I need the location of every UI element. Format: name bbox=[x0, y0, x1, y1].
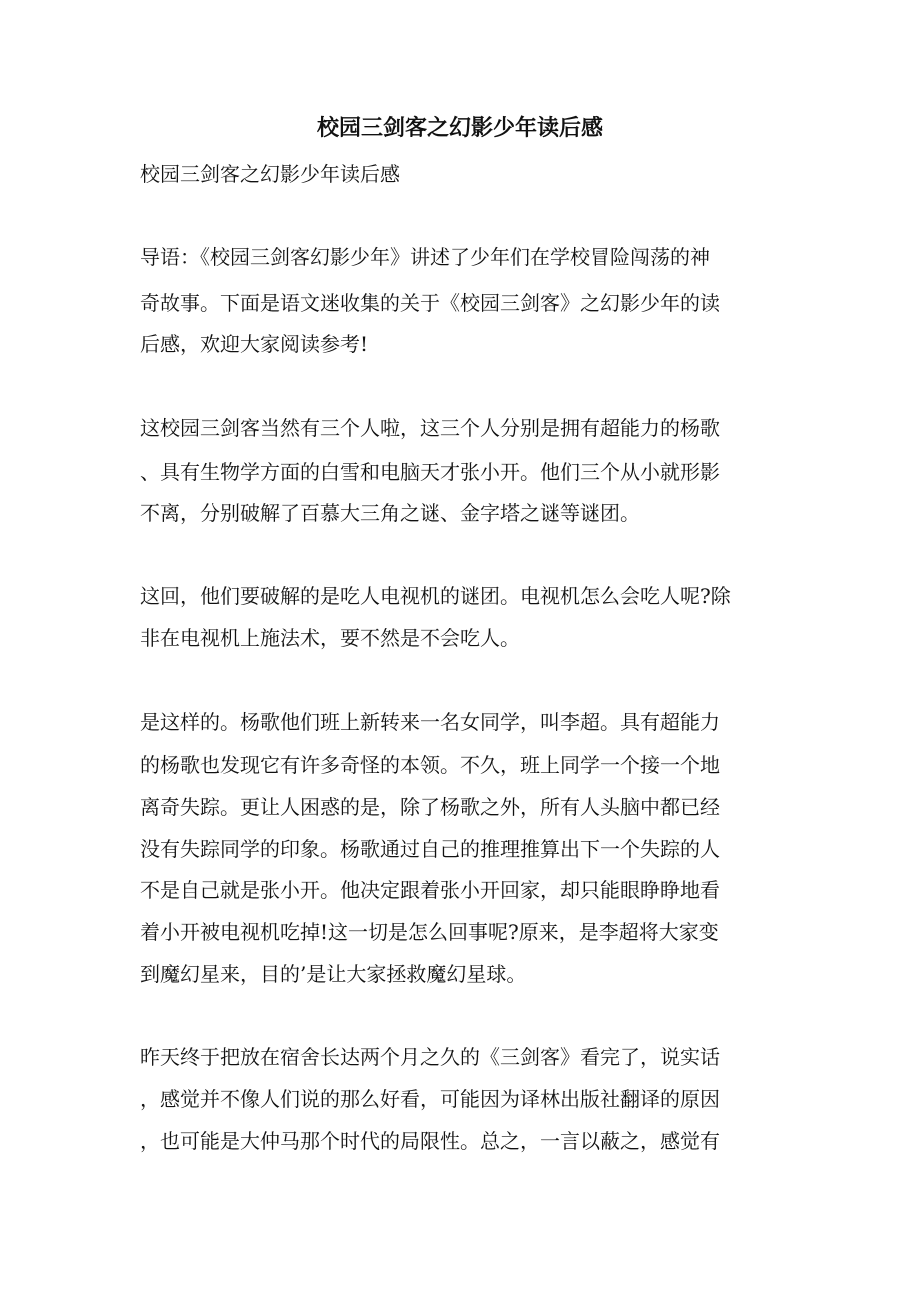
paragraph-line: 是这样的。杨歌他们班上新转来一名女同学，叫李超。具有超能力 bbox=[140, 710, 720, 734]
paragraph-line: 着小开被电视机吃掉!这一切是怎么回事呢?原来，是李超将大家变 bbox=[140, 920, 719, 944]
paragraph-line: 的杨歌也发现它有许多奇怪的本领。不久，班上同学一个接一个地 bbox=[140, 753, 720, 777]
paragraph-line: ，感觉并不像人们说的那么好看，可能因为译林出版社翻译的原因 bbox=[140, 1087, 720, 1111]
document-title: 校园三剑客之幻影少年读后感 bbox=[316, 115, 603, 141]
paragraph-line: 不是自己就是张小开。他决定跟着张小开回家，却只能眼睁睁地看 bbox=[140, 878, 720, 902]
paragraph-line: 这回，他们要破解的是吃人电视机的谜团。电视机怎么会吃人呢?除 bbox=[140, 584, 731, 608]
paragraph-line: 非在电视机上施法术，要不然是不会吃人。 bbox=[140, 626, 520, 650]
paragraph-line: 这校园三剑客当然有三个人啦，这三个人分别是拥有超能力的杨歌 bbox=[140, 416, 720, 440]
paragraph-line: 导语：《校园三剑客幻影少年》讲述了少年们在学校冒险闯荡的神 bbox=[140, 245, 710, 269]
paragraph-line: 昨天终于把放在宿舍长达两个月之久的《三剑客》看完了，说实话 bbox=[140, 1045, 720, 1069]
paragraph-line: 、具有生物学方面的白雪和电脑天才张小开。他们三个从小就形影 bbox=[140, 460, 720, 484]
paragraph-line: 到魔幻星来，目的’是让大家拯救魔幻星球。 bbox=[140, 962, 527, 986]
paragraph-line: 奇故事。下面是语文迷收集的关于《校园三剑客》之幻影少年的读 bbox=[140, 291, 720, 315]
paragraph-line: 离奇失踪。更让人困惑的是，除了杨歌之外，所有人头脑中都已经 bbox=[140, 795, 720, 819]
paragraph-line: ，也可能是大仲马那个时代的局限性。总之，一言以蔽之，感觉有 bbox=[140, 1129, 720, 1153]
document-subtitle: 校园三剑客之幻影少年读后感 bbox=[140, 162, 400, 186]
paragraph-line: 没有失踪同学的印象。杨歌通过自己的推理推算出下一个失踪的人 bbox=[140, 837, 720, 861]
paragraph-line: 不离，分别破解了百慕大三角之谜、金字塔之谜等谜团。 bbox=[140, 501, 640, 525]
paragraph-line: 后感，欢迎大家阅读参考! bbox=[140, 332, 369, 356]
